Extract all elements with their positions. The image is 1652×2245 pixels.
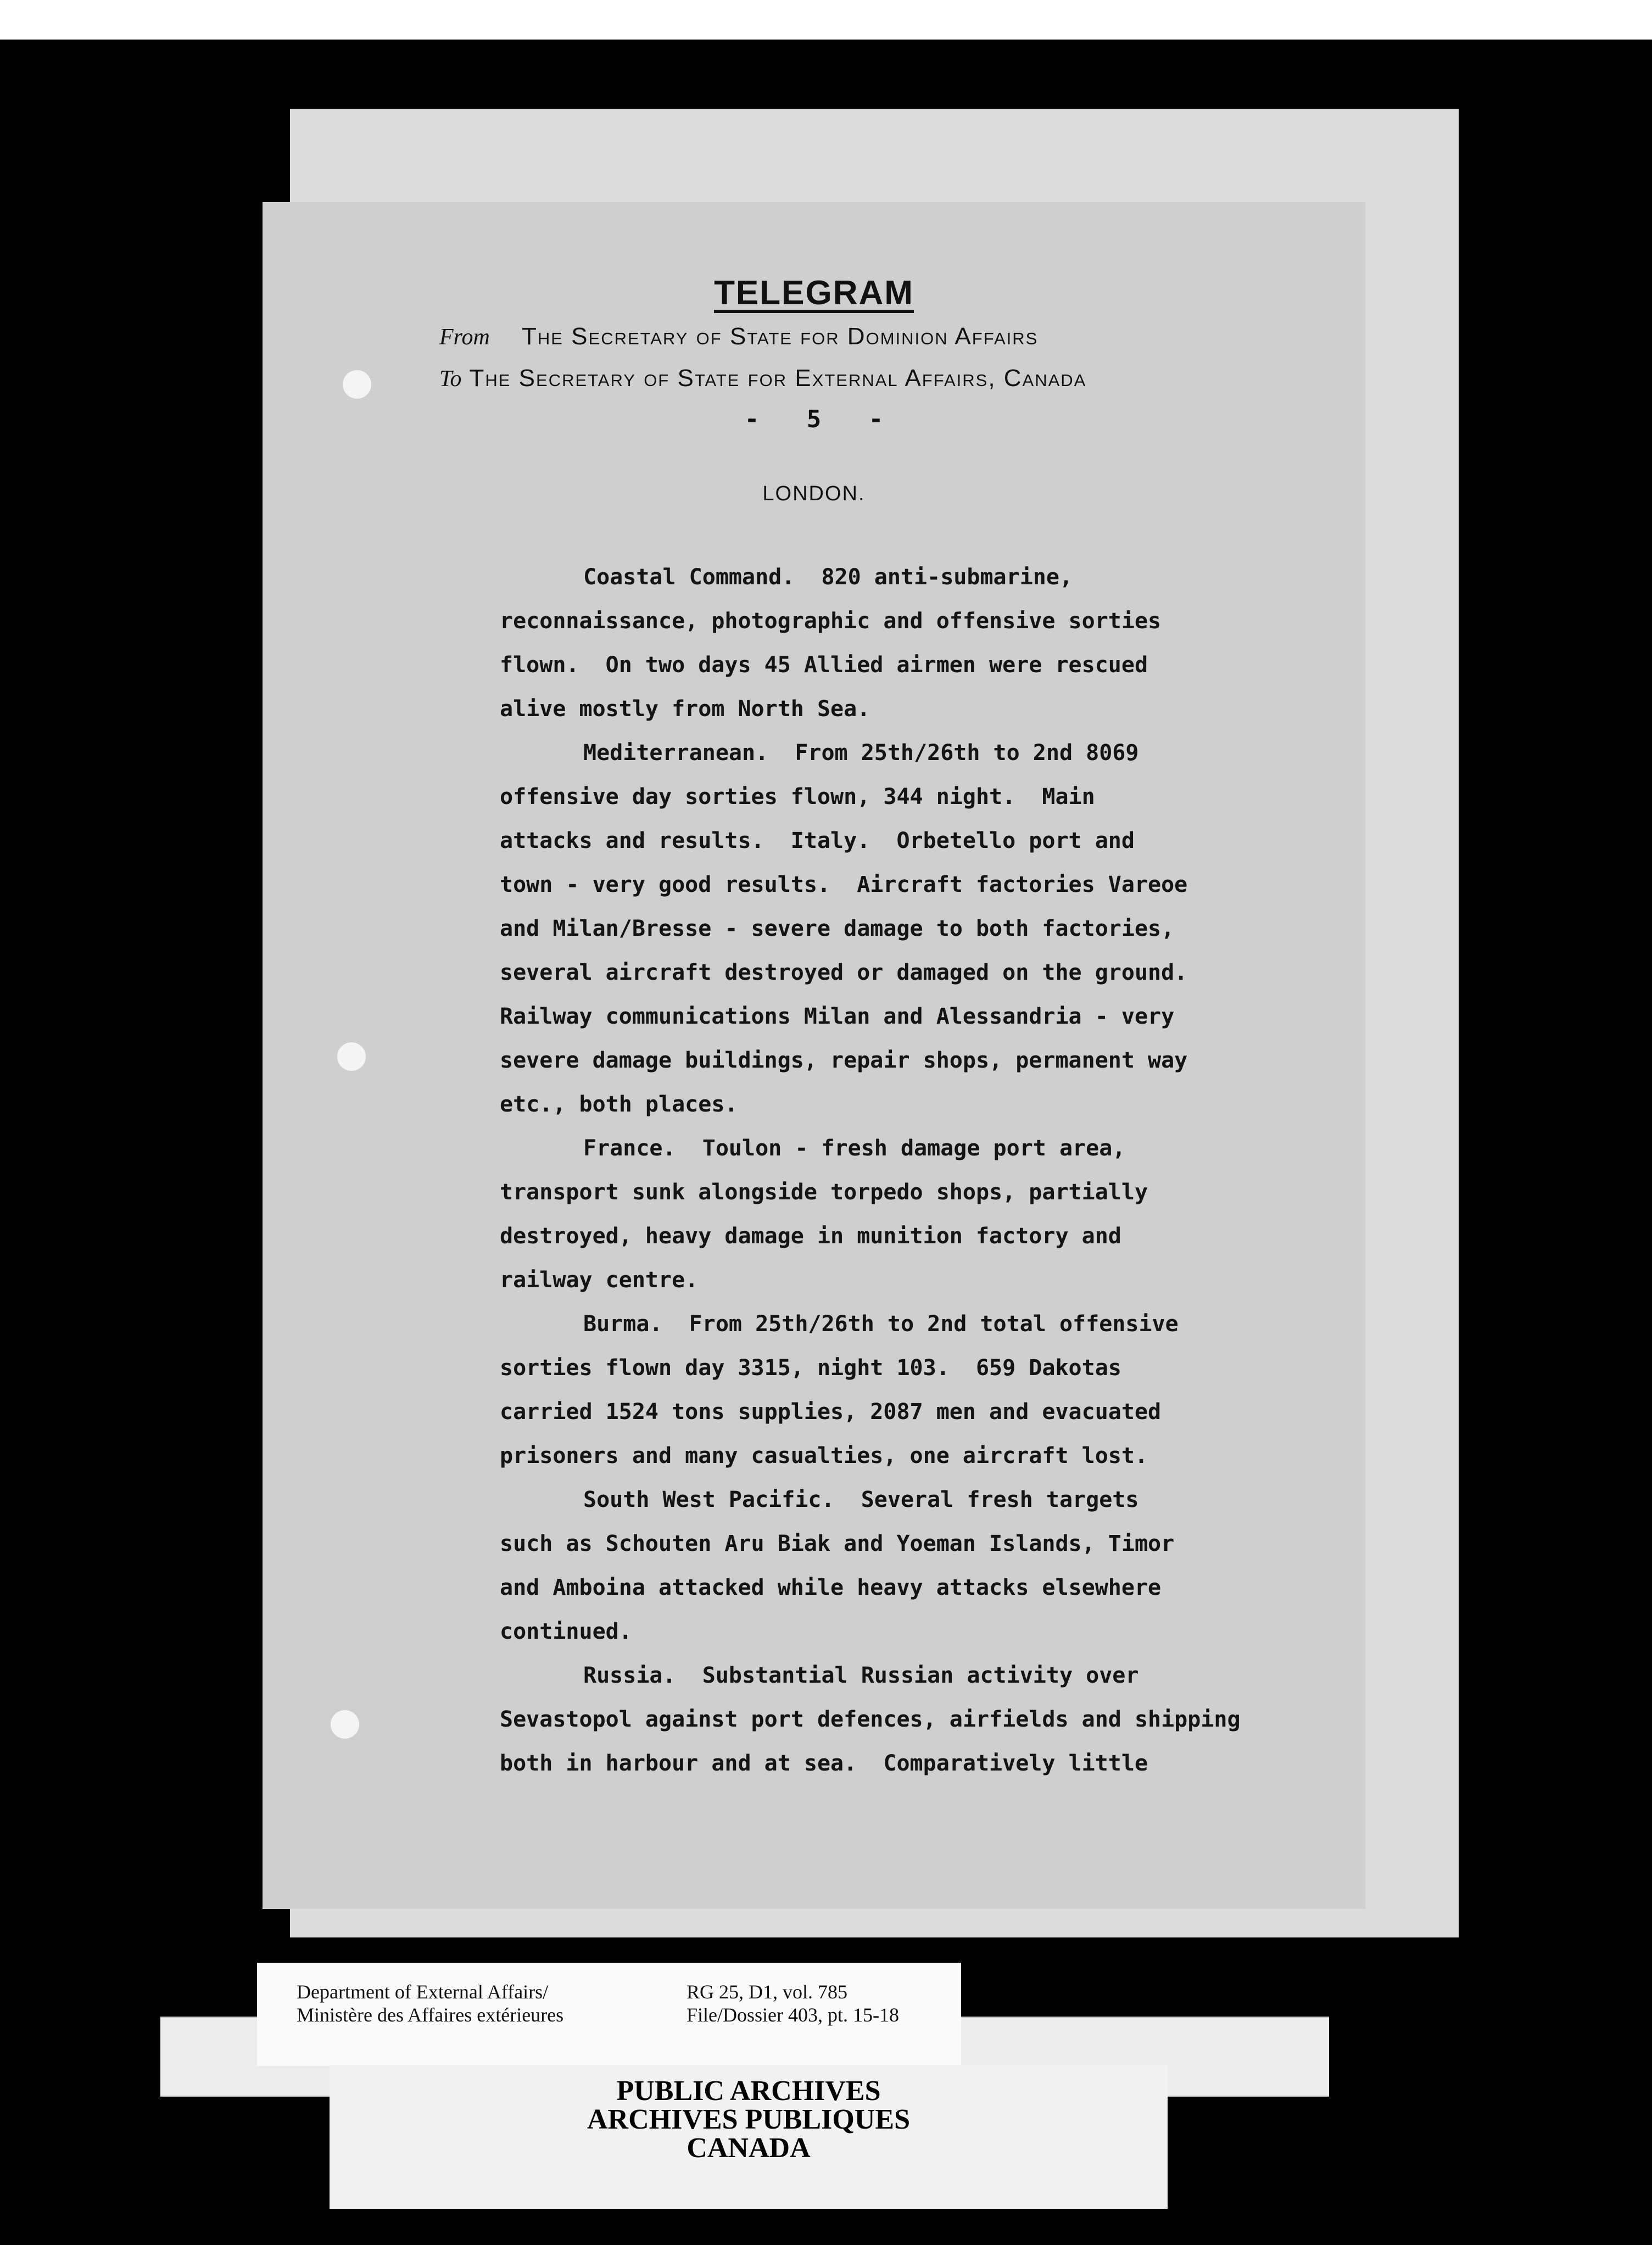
from-text: The Secretary of State for Dominion Affairs: [522, 323, 1039, 350]
body-line: reconnaissance, photographic and offensive sorties: [500, 608, 1162, 634]
body-line: continued.: [500, 1619, 632, 1644]
file-number: File/Dossier 403, pt. 15-18: [687, 2004, 899, 2026]
body-line: Sevastopol against port defences, airfields and shipping: [500, 1707, 1241, 1732]
from-line: [439, 323, 1038, 350]
department-fr: Ministère des Affaires extérieures: [297, 2004, 564, 2026]
body-line: such as Schouten Aru Biak and Yoeman Islands, Timor: [500, 1531, 1175, 1556]
archive-label: [257, 1963, 961, 2066]
stamp-line-1: PUBLIC ARCHIVES: [616, 2075, 881, 2107]
body-line: several aircraft destroyed or damaged on the ground.: [500, 960, 1188, 985]
punch-hole-middle: [337, 1042, 366, 1071]
body-line: Coastal Command. 820 anti-submarine,: [583, 565, 1073, 590]
body-line: sorties flown day 3315, night 103. 659 Dakotas: [500, 1355, 1121, 1381]
body-line: destroyed, heavy damage in munition factory and: [500, 1224, 1121, 1249]
body-line: Russia. Substantial Russian activity over: [583, 1663, 1139, 1688]
department-label: [297, 1980, 563, 2026]
body-line: and Milan/Bresse - severe damage to both factories,: [500, 916, 1175, 941]
body-line: railway centre.: [500, 1267, 699, 1293]
telegram-page: [263, 202, 1365, 1909]
body-line: severe damage buildings, repair shops, permanent way: [500, 1048, 1188, 1073]
stamp-line-2: ARCHIVES PUBLIQUES: [587, 2104, 911, 2135]
body-line: town - very good results. Aircraft factories Vareoe: [500, 872, 1188, 897]
body-line: Railway communications Milan and Alessandria - very: [500, 1004, 1175, 1029]
body-line: both in harbour and at sea. Comparatively little: [500, 1751, 1148, 1776]
body-line: Mediterranean. From 25th/26th to 2nd 8069: [583, 740, 1139, 766]
to-line: [439, 365, 1086, 392]
body-line: offensive day sorties flown, 344 night. Main: [500, 784, 1095, 809]
telegram-title: TELEGRAM: [714, 274, 914, 312]
punch-hole-bottom: [331, 1710, 359, 1739]
reference-label: [687, 1980, 899, 2026]
to-prefix: To: [439, 366, 462, 392]
body-line: and Amboina attacked while heavy attacks elsewhere: [500, 1575, 1162, 1600]
to-text: The Secretary of State for External Affairs, Canada: [469, 365, 1087, 392]
body-line: alive mostly from North Sea.: [500, 696, 870, 722]
body-line: flown. On two days 45 Allied airmen were rescued: [500, 652, 1148, 678]
punch-hole-top: [343, 370, 371, 399]
scan-top-border: [0, 0, 1652, 40]
from-prefix: From: [439, 325, 490, 350]
archives-stamp: [330, 2065, 1168, 2209]
place-of-origin: LONDON.: [762, 482, 866, 505]
archives-stamp-text: [330, 2077, 1168, 2163]
department-en: Department of External Affairs/: [297, 1981, 549, 2003]
body-line: carried 1524 tons supplies, 2087 men and evacuated: [500, 1399, 1162, 1425]
body-line: transport sunk alongside torpedo shops, partially: [500, 1180, 1148, 1205]
record-group: RG 25, D1, vol. 785: [687, 1981, 848, 2003]
page-number: - 5 -: [744, 405, 884, 433]
body-line: prisoners and many casualties, one aircraft lost.: [500, 1443, 1148, 1468]
body-line: South West Pacific. Several fresh targets: [583, 1487, 1139, 1512]
stamp-line-3: CANADA: [687, 2132, 811, 2164]
body-line: etc., both places.: [500, 1092, 738, 1117]
body-line: France. Toulon - fresh damage port area,: [583, 1136, 1126, 1161]
body-line: attacks and results. Italy. Orbetello port and: [500, 828, 1135, 853]
body-line: Burma. From 25th/26th to 2nd total offensive: [583, 1311, 1179, 1337]
